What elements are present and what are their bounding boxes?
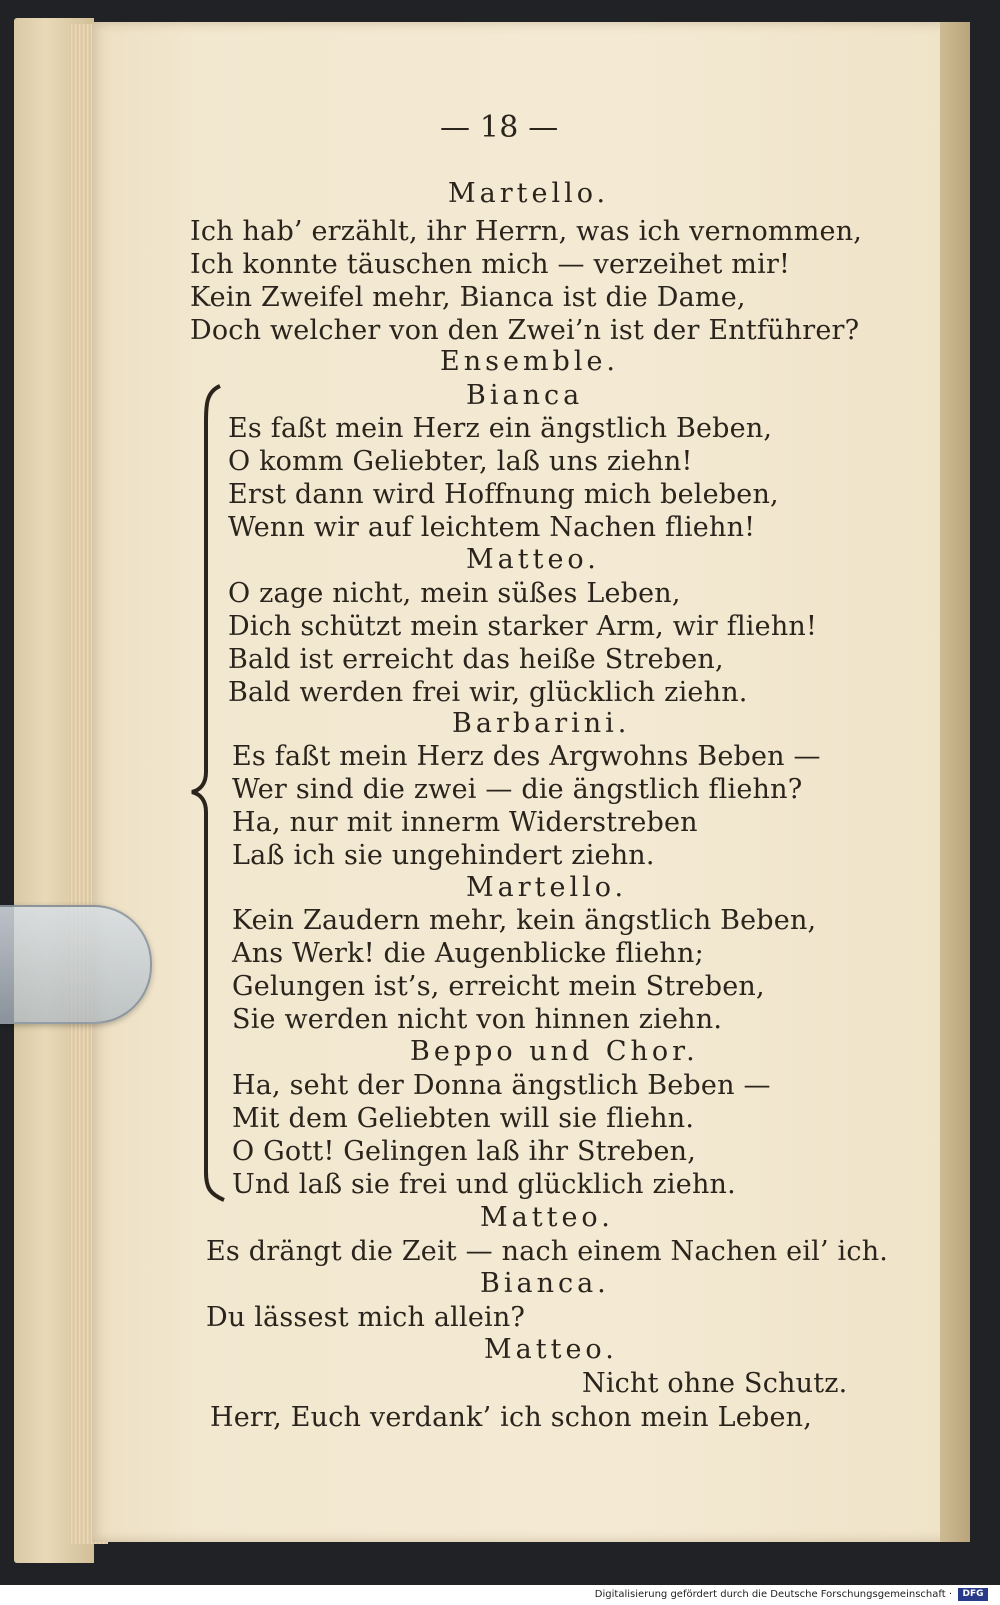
- verse-line: Kein Zweifel mehr, Bianca ist die Dame,: [190, 282, 746, 313]
- speaker-barbarini: Barbarini.: [452, 708, 631, 739]
- verse-line: Bald werden frei wir, glücklich ziehn.: [228, 677, 748, 708]
- speaker-matteo: Matteo.: [480, 1202, 614, 1233]
- verse-line: Laß ich sie ungehindert ziehn.: [232, 840, 655, 871]
- verse-line: Ich hab’ erzählt, ihr Herrn, was ich vernommen,: [190, 216, 863, 247]
- verse-line: Doch welcher von den Zwei’n ist der Entführer?: [190, 315, 860, 346]
- ensemble-brace: [190, 382, 230, 1202]
- verse-line: Du lässest mich allein?: [206, 1302, 526, 1333]
- book-right-edge: [940, 22, 970, 1542]
- verse-line: Nicht ohne Schutz.: [582, 1368, 848, 1399]
- speaker-beppo-und-chor: Beppo und Chor.: [410, 1036, 699, 1067]
- verse-line: Es faßt mein Herz ein ängstlich Beben,: [228, 413, 773, 444]
- verse-line: Sie werden nicht von hinnen ziehn.: [232, 1004, 723, 1035]
- ensemble-heading: Ensemble.: [440, 346, 620, 377]
- speaker-bianca: Bianca: [466, 380, 584, 411]
- verse-line: Erst dann wird Hoffnung mich beleben,: [228, 479, 779, 510]
- speaker-martello: Martello.: [466, 872, 628, 903]
- verse-line: Kein Zaudern mehr, kein ängstlich Beben,: [232, 905, 817, 936]
- verse-line: Ich konnte täuschen mich — verzeihet mir!: [190, 249, 791, 280]
- verse-line: Und laß sie frei und glücklich ziehn.: [232, 1169, 736, 1200]
- verse-line: Bald ist erreicht das heiße Streben,: [228, 644, 724, 675]
- verse-line: Ha, seht der Donna ängstlich Beben —: [232, 1070, 771, 1101]
- speaker-matteo: Matteo.: [466, 544, 600, 575]
- speaker-matteo: Matteo.: [484, 1334, 618, 1365]
- verse-line: Mit dem Geliebten will sie fliehn.: [232, 1103, 695, 1134]
- verse-line: Es drängt die Zeit — nach einem Nachen eil’ ich.: [206, 1236, 889, 1267]
- verse-line: Ha, nur mit innerm Widerstreben: [232, 807, 698, 838]
- speaker-bianca: Bianca.: [480, 1268, 610, 1299]
- verse-line: O Gott! Gelingen laß ihr Streben,: [232, 1136, 697, 1167]
- verse-line: Wer sind die zwei — die ängstlich fliehn?: [232, 774, 803, 805]
- digitization-credit: Digitalisierung gefördert durch die Deutsche Forschungsgemeinschaft ·: [594, 1589, 952, 1600]
- verse-line: Es faßt mein Herz des Argwohns Beben —: [232, 741, 821, 772]
- dfg-logo: DFG: [958, 1588, 988, 1601]
- verse-line: O komm Geliebter, laß uns ziehn!: [228, 446, 693, 477]
- page-number: — 18 —: [440, 110, 559, 145]
- verse-line: O zage nicht, mein süßes Leben,: [228, 578, 681, 609]
- verse-line: Ans Werk! die Augenblicke fliehn;: [232, 938, 704, 969]
- verse-line: Herr, Euch verdank’ ich schon mein Leben,: [210, 1402, 813, 1433]
- verse-line: Wenn wir auf leichtem Nachen fliehn!: [228, 512, 756, 543]
- verse-line: Gelungen ist’s, erreicht mein Streben,: [232, 971, 765, 1002]
- page-clip: [0, 905, 152, 1024]
- speaker-martello: Martello.: [448, 178, 610, 209]
- verse-line: Dich schützt mein starker Arm, wir fliehn!: [228, 611, 818, 642]
